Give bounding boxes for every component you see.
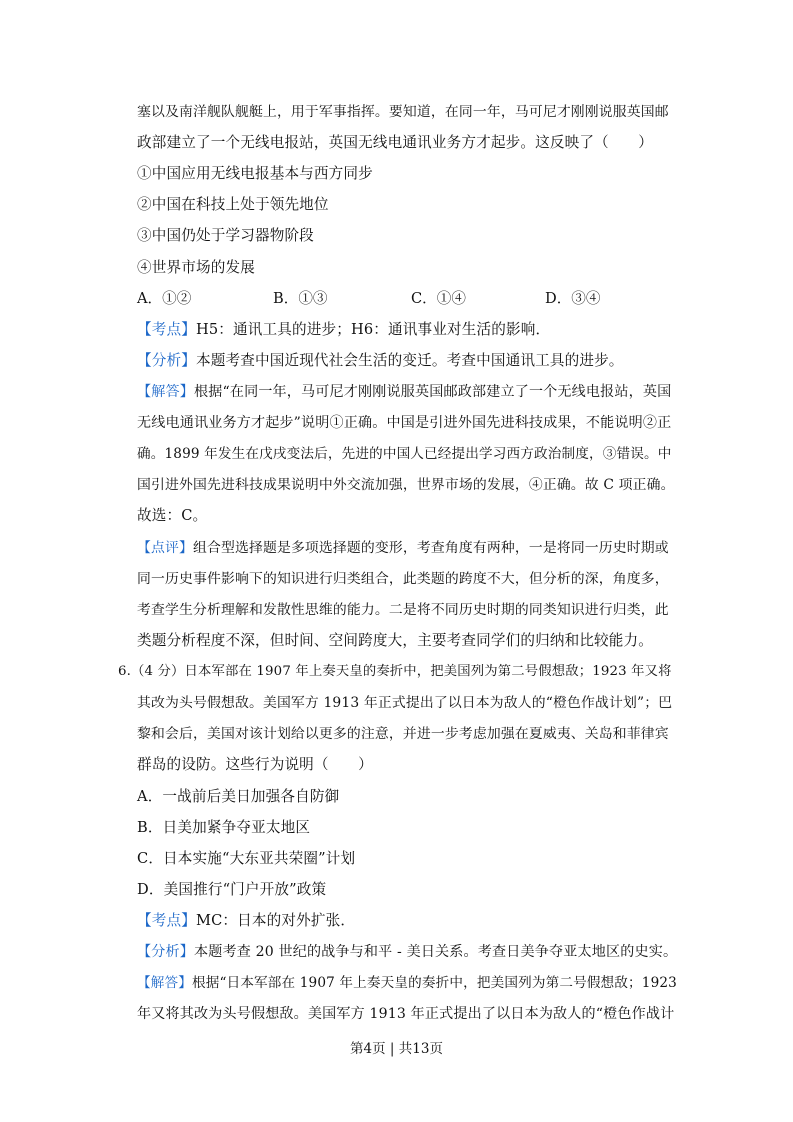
q5-dianping-line-4: 类题分析程度不深，但时间、空间跨度大，主要考查同学们的归纳和比较能力。	[137, 632, 654, 649]
q6-option-a: A．一战前后美日加强各自防御	[137, 788, 340, 805]
q5-dianping-line-2: 同一历史事件影响下的知识进行归类组合，此类题的跨度不大，但分析的深，角度多，	[137, 571, 669, 587]
q6-stem-line-2: 其改为头号假想敌。美国军方 1913 年正式提出了以日本为敌人的“橙色作战计划”；巴	[137, 695, 673, 711]
q5-fenxi	[137, 351, 677, 371]
q6-fenxi-tag: 【分析】	[137, 944, 194, 960]
q6-jieda	[137, 973, 677, 993]
q5-jieda-line-4: 国引进外国先进科技成果说明中外交流加强，世界市场的发展，④正确。故 C 项正确。	[137, 477, 675, 493]
q5-stem-line-2: 政部建立了一个无线电报站，英国无线电通讯业务方才起步。这反映了（ ）	[137, 134, 654, 151]
q5-kaodian-tag: 【考点】	[137, 321, 196, 338]
q5-jieda-line-3: 确。1899 年发生在戊戌变法后，先进的中国人已经提出学习西方政治制度，③错误。中	[137, 446, 672, 462]
q5-kaodian	[137, 320, 677, 340]
q5-statement-2: ②中国在科技上处于领先地位	[137, 196, 329, 213]
q5-statement-4: ④世界市场的发展	[137, 259, 255, 276]
q5-statement-1: ①中国应用无线电报基本与西方同步	[137, 165, 373, 182]
q5-jieda	[137, 382, 677, 402]
q5-jieda-line-2: 无线电通讯业务方才起步”说明①正确。中国是引进外国先进科技成果，不能说明②正	[137, 415, 672, 431]
q5-option-c: C．①④	[411, 290, 466, 307]
q6-fenxi	[137, 942, 677, 962]
q5-dianping	[137, 538, 677, 558]
q5-fenxi-text: 本题考查中国近现代社会生活的变迁。考查中国通讯工具的进步。	[195, 352, 624, 369]
q6-stem-line-3: 黎和会后，美国对该计划给以更多的注意，并进一步考虑加强在夏威夷、关岛和菲律宾	[137, 726, 669, 742]
q5-jieda-first: 根据“在同一年，马可尼才刚刚说服英国邮政部建立了一个无线电报站，英国	[193, 384, 672, 400]
q5-dianping-line-3: 考查学生分析理解和发散性思维的能力。二是将不同历史时期的同类知识进行归类，此	[137, 602, 669, 618]
q6-jieda-line-2: 年又将其改为头号假想敌。美国军方 1913 年正式提出了以日本为敌人的“橙色作战计	[137, 1006, 675, 1022]
q6-fenxi-text: 本题考查 20 世纪的战争与和平 - 美日关系。考查日美争夺亚太地区的史实。	[193, 944, 678, 960]
q6-jieda-tag: 【解答】	[137, 975, 192, 991]
q5-dianping-first: 组合型选择题是多项选择题的变形，考查角度有两种，一是将同一历史时期或	[192, 540, 669, 556]
q5-option-b: B．①③	[273, 290, 328, 307]
q5-jieda-tag: 【解答】	[137, 384, 194, 400]
q5-kaodian-text: H5：通讯工具的进步；H6：通讯事业对生活的影响．	[195, 321, 551, 338]
q5-option-a: A．①②	[137, 290, 192, 307]
q6-stem-line-4: 群岛的设防。这些行为说明（ ）	[137, 756, 373, 773]
q6-option-d: D．美国推行“门户开放”政策	[137, 881, 327, 898]
q5-jieda-line-5: 故选：C。	[137, 507, 208, 524]
q5-dianping-tag: 【点评】	[137, 540, 193, 556]
q6-option-c: C．日本实施“大东亚共荣圈”计划	[137, 850, 356, 867]
q6-kaodian-text: MC：日本的对外扩张．	[195, 912, 356, 929]
q6-stem-first: 6.（4 分）日本军部在 1907 年上奏天皇的奏折中，把美国列为第二号假想敌；1923 年又将	[118, 664, 672, 679]
q6-kaodian	[137, 911, 677, 931]
q5-fenxi-tag: 【分析】	[137, 352, 196, 369]
q5-stem-line-1: 塞以及南洋舰队舰艇上，用于军事指挥。要知道，在同一年，马可尼才刚刚说服英国邮	[137, 104, 669, 120]
q5-option-d: D．③④	[545, 290, 601, 307]
q6-option-b: B．日美加紧争夺亚太地区	[137, 819, 311, 836]
page-footer: 第4页 | 共13页	[350, 1041, 443, 1057]
q6-jieda-first: 根据“日本军部在 1907 年上奏天皇的奏折中，把美国列为第二号假想敌；1923	[191, 975, 677, 991]
q5-statement-3: ③中国仍处于学习器物阶段	[137, 227, 314, 244]
q6-kaodian-tag: 【考点】	[137, 912, 196, 929]
